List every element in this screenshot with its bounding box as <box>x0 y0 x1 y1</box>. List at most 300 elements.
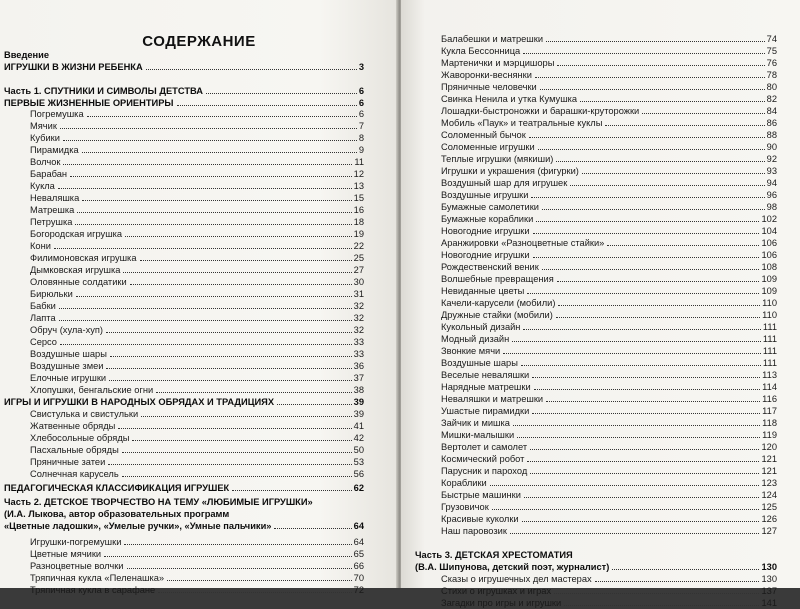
dot-leader <box>177 105 357 106</box>
left-toc-entry <box>30 156 364 168</box>
entry-title: Жаворонки-веснянки <box>441 70 532 80</box>
entry-page-number: 75 <box>766 46 777 56</box>
dot-leader <box>557 65 764 66</box>
entry-title: Быстрые машинки <box>441 490 521 500</box>
entry-title: ПЕРВЫЕ ЖИЗНЕННЫЕ ОРИЕНТИРЫ <box>4 98 174 108</box>
entry-title: Свинка Ненила и утка Кумушка <box>441 94 578 104</box>
entry-title: (И.А. Лыкова, автор образовательных программ <box>4 509 230 519</box>
entry-title: Веселые неваляшки <box>441 370 530 380</box>
entry-page-number: 130 <box>761 574 777 584</box>
left-toc-entry <box>30 204 364 216</box>
entry-page-number: 31 <box>353 289 364 299</box>
entry-page-number: 15 <box>353 193 364 203</box>
entry-title: Вертолет и самолет <box>441 442 528 452</box>
left-toc-entry <box>30 336 364 348</box>
entry-title: Оловянные солдатики <box>30 277 127 287</box>
dot-leader <box>492 509 760 510</box>
dot-leader <box>533 257 760 258</box>
entry-title: Солнечная карусель <box>30 469 119 479</box>
left-toc-entry <box>4 482 364 494</box>
entry-title: Качели-карусели (мобили) <box>441 298 556 308</box>
left-toc-entry <box>4 508 364 520</box>
left-toc-entry <box>30 192 364 204</box>
entry-page-number: 12 <box>353 169 364 179</box>
dot-leader <box>527 461 759 462</box>
entry-title: Часть 2. ДЕТСКОЕ ТВОРЧЕСТВО НА ТЕМУ «ЛЮБИМЫЕ ИГРУШКИ» <box>4 497 313 507</box>
entry-page-number: 53 <box>353 457 364 467</box>
left-toc-entry <box>30 548 364 560</box>
entry-page-number: 32 <box>353 301 364 311</box>
left-toc-entry <box>30 144 364 156</box>
right-toc-entry <box>441 129 777 141</box>
dot-leader <box>527 293 759 294</box>
left-toc-entry <box>30 180 364 192</box>
entry-page-number: 25 <box>353 253 364 263</box>
right-toc-entry <box>441 117 777 129</box>
entry-page-number: 108 <box>761 262 777 272</box>
entry-title: Пряничные человечки <box>441 82 537 92</box>
entry-page-number: 78 <box>766 70 777 80</box>
right-toc-entry <box>441 465 777 477</box>
entry-page-number: 92 <box>766 154 777 164</box>
dot-leader <box>76 296 352 297</box>
entry-title: Воздушный шар для игрушек <box>441 178 568 188</box>
right-toc-entry <box>441 441 777 453</box>
entry-title: Игрушки-погремушки <box>30 537 122 547</box>
entry-title: Космический робот <box>441 454 525 464</box>
entry-title: Кукла Бессонница <box>441 46 521 56</box>
entry-page-number: 80 <box>766 82 777 92</box>
entry-title: Филимоновская игрушка <box>30 253 137 263</box>
left-toc-entry <box>30 432 364 444</box>
dot-leader <box>118 428 351 429</box>
dot-leader <box>523 53 764 54</box>
entry-title: Рождественский веник <box>441 262 539 272</box>
entry-page-number: 41 <box>353 421 364 431</box>
left-toc-entry <box>30 536 364 548</box>
entry-page-number: 6 <box>358 109 364 119</box>
entry-page-number: 33 <box>353 349 364 359</box>
entry-title: Бабки <box>30 301 56 311</box>
entry-title: ИГРЫ И ИГРУШКИ В НАРОДНЫХ ОБРЯДАХ И ТРАДИЦИЯХ <box>4 397 275 407</box>
right-toc-entry <box>441 105 777 117</box>
entry-title: ПЕДАГОГИЧЕСКАЯ КЛАССИФИКАЦИЯ ИГРУШЕК <box>4 483 230 493</box>
entry-title: Кубики <box>30 133 60 143</box>
dot-leader <box>556 161 764 162</box>
entry-page-number: 106 <box>761 250 777 260</box>
entry-title: Петрушка <box>30 217 73 227</box>
right-toc-entry <box>441 141 777 153</box>
entry-title: Нарядные матрешки <box>441 382 531 392</box>
left-toc-entry <box>30 360 364 372</box>
left-toc-entry <box>30 372 364 384</box>
entry-title: «Цветные ладошки», «Умелые ручки», «Умные пальчики» <box>4 521 272 531</box>
left-toc-entry <box>30 216 364 228</box>
entry-title: Грузовичок <box>441 502 489 512</box>
right-toc-entry <box>441 405 777 417</box>
right-toc-entry <box>415 561 777 573</box>
dot-leader <box>517 437 760 438</box>
entry-title: Наш паровозик <box>441 526 507 536</box>
entry-title: Цветные мячики <box>30 549 102 559</box>
right-toc-entry <box>441 201 777 213</box>
entry-title: Мишки-малышки <box>441 430 515 440</box>
dot-leader <box>106 368 351 369</box>
dot-leader <box>612 569 759 570</box>
entry-title: Бумажные самолетики <box>441 202 539 212</box>
right-toc-entry <box>441 33 777 45</box>
dot-leader <box>132 440 351 441</box>
dot-leader <box>524 497 760 498</box>
dot-leader <box>531 197 764 198</box>
right-toc-entry <box>441 369 777 381</box>
dot-leader <box>642 113 764 114</box>
entry-page-number: 124 <box>761 490 777 500</box>
entry-page-number: 56 <box>353 469 364 479</box>
dot-leader <box>534 389 761 390</box>
entry-page-number: 109 <box>761 286 777 296</box>
right-toc-entry <box>441 237 777 249</box>
entry-page-number: 126 <box>761 514 777 524</box>
entry-title: Жатвенные обряды <box>30 421 116 431</box>
entry-title: Барабан <box>30 169 68 179</box>
right-toc-entry <box>441 309 777 321</box>
dot-leader <box>109 380 352 381</box>
dot-leader <box>542 269 760 270</box>
entry-title: Часть 1. СПУТНИКИ И СИМВОЛЫ ДЕТСТВА <box>4 86 203 96</box>
entry-title: Обруч (хула-хуп) <box>30 325 104 335</box>
dot-leader <box>82 200 351 201</box>
dot-leader <box>556 317 760 318</box>
entry-title: Хлебосольные обряды <box>30 433 130 443</box>
entry-title: Введение <box>4 50 50 60</box>
entry-title: Лапта <box>30 313 56 323</box>
dot-leader <box>110 356 352 357</box>
dot-leader <box>77 212 351 213</box>
entry-page-number: 6 <box>358 86 364 96</box>
entry-page-number: 90 <box>766 142 777 152</box>
entry-page-number: 121 <box>761 454 777 464</box>
dot-leader <box>536 221 759 222</box>
left-page <box>0 0 398 595</box>
entry-page-number: 64 <box>353 521 364 531</box>
right-toc-entry <box>441 489 777 501</box>
right-toc-entry <box>441 357 777 369</box>
dot-leader <box>570 185 764 186</box>
right-toc-entry <box>441 261 777 273</box>
dot-leader <box>510 533 760 534</box>
left-toc-entry <box>30 228 364 240</box>
entry-title: Елочные игрушки <box>30 373 107 383</box>
entry-title: Модный дизайн <box>441 334 510 344</box>
entry-page-number: 42 <box>353 433 364 443</box>
entry-title: Тряпичная кукла «Пеленашка» <box>30 573 165 583</box>
right-toc-entry <box>441 57 777 69</box>
entry-title: Воздушные шары <box>441 358 518 368</box>
entry-title: Кукольный дизайн <box>441 322 521 332</box>
entry-title: Часть 3. ДЕТСКАЯ ХРЕСТОМАТИЯ <box>415 550 573 560</box>
right-toc-entry <box>441 153 777 165</box>
right-toc-entry <box>441 345 777 357</box>
entry-title: Соломенный бычок <box>441 130 526 140</box>
entry-page-number: 94 <box>766 178 777 188</box>
left-toc-entry <box>30 312 364 324</box>
right-toc-entry <box>441 513 777 525</box>
entry-page-number: 120 <box>761 442 777 452</box>
right-toc-entry <box>441 417 777 429</box>
left-toc-entry <box>30 132 364 144</box>
dot-leader <box>108 464 351 465</box>
entry-page-number: 125 <box>761 502 777 512</box>
dot-leader <box>232 490 351 491</box>
entry-title: Новогодние игрушки <box>441 226 530 236</box>
dot-leader <box>60 128 357 129</box>
dot-leader <box>535 77 765 78</box>
dot-leader <box>595 581 760 582</box>
dot-leader <box>63 164 352 165</box>
entry-page-number: 39 <box>353 409 364 419</box>
dot-leader <box>206 93 357 94</box>
right-toc-entry <box>441 69 777 81</box>
entry-title: Разноцветные волчки <box>30 561 124 571</box>
entry-page-number: 16 <box>353 205 364 215</box>
entry-page-number: 109 <box>761 274 777 284</box>
entry-title: (В.А. Шипунова, детский поэт, журналист) <box>415 562 610 572</box>
right-toc-entry <box>441 81 777 93</box>
dot-leader <box>542 209 765 210</box>
dot-leader <box>503 353 761 354</box>
dot-leader <box>158 592 351 593</box>
entry-title: Игрушки и украшения (фигурки) <box>441 166 579 176</box>
entry-title: Неваляшка <box>30 193 80 203</box>
left-toc-entry <box>4 520 364 532</box>
entry-title: Бумажные кораблики <box>441 214 534 224</box>
entry-page-number: 3 <box>358 62 364 72</box>
entry-title: Кораблики <box>441 478 487 488</box>
dot-leader <box>59 320 352 321</box>
dot-leader <box>58 188 352 189</box>
dot-leader <box>87 116 357 117</box>
dot-leader <box>564 605 759 606</box>
right-toc-entry <box>441 477 777 489</box>
dot-leader <box>607 245 759 246</box>
entry-page-number: 141 <box>761 598 777 608</box>
dot-leader <box>54 248 352 249</box>
dot-leader <box>533 233 760 234</box>
entry-page-number: 7 <box>358 121 364 131</box>
left-toc-entry <box>30 300 364 312</box>
left-toc-entry <box>30 348 364 360</box>
entry-page-number: 9 <box>358 145 364 155</box>
entry-page-number: 86 <box>766 118 777 128</box>
entry-page-number: 127 <box>761 526 777 536</box>
right-toc-entry <box>441 585 777 597</box>
dot-leader <box>140 260 352 261</box>
entry-title: Неваляшки и матрешки <box>441 394 544 404</box>
entry-page-number: 74 <box>766 34 777 44</box>
left-toc-entry <box>30 468 364 480</box>
entry-title: Тряпичная кукла в сарафане <box>30 585 156 595</box>
entry-page-number: 6 <box>358 98 364 108</box>
dot-leader <box>104 556 352 557</box>
entry-title: Воздушные змеи <box>30 361 104 371</box>
dot-leader <box>82 152 357 153</box>
dot-leader <box>124 544 351 545</box>
entry-page-number: 114 <box>762 382 777 392</box>
right-toc-entry <box>441 249 777 261</box>
entry-title: Пасхальные обряды <box>30 445 119 455</box>
entry-page-number: 110 <box>762 310 777 320</box>
right-toc-entry <box>441 381 777 393</box>
dot-leader <box>130 284 352 285</box>
entry-title: ИГРУШКИ В ЖИЗНИ РЕБЕНКА <box>4 62 143 72</box>
entry-title: Воздушные шары <box>30 349 107 359</box>
dot-leader <box>59 308 352 309</box>
entry-page-number: 137 <box>761 586 777 596</box>
dot-leader <box>146 69 357 70</box>
dot-leader <box>122 476 352 477</box>
right-toc-entry <box>441 225 777 237</box>
entry-page-number: 19 <box>353 229 364 239</box>
left-toc-entry <box>30 560 364 572</box>
entry-title: Новогодние игрушки <box>441 250 530 260</box>
entry-page-number: 113 <box>762 370 777 380</box>
entry-page-number: 72 <box>353 585 364 595</box>
entry-page-number: 123 <box>761 478 777 488</box>
entry-page-number: 93 <box>766 166 777 176</box>
entry-title: Пряничные затеи <box>30 457 106 467</box>
entry-page-number: 116 <box>762 394 777 404</box>
entry-title: Теплые игрушки (мякиши) <box>441 154 554 164</box>
entry-title: Дымковская игрушка <box>30 265 121 275</box>
entry-page-number: 32 <box>353 313 364 323</box>
entry-page-number: 38 <box>353 385 364 395</box>
left-toc-entry <box>30 384 364 396</box>
entry-page-number: 30 <box>353 277 364 287</box>
entry-title: Волчок <box>30 157 61 167</box>
left-toc-entry <box>30 252 364 264</box>
left-toc-entry <box>30 584 364 596</box>
entry-page-number: 33 <box>353 337 364 347</box>
right-toc-entry <box>441 45 777 57</box>
entry-page-number: 76 <box>766 58 777 68</box>
entry-title: Бирюльки <box>30 289 73 299</box>
dot-leader <box>521 365 761 366</box>
left-toc-entry <box>30 120 364 132</box>
entry-page-number: 13 <box>353 181 364 191</box>
dot-leader <box>532 377 760 378</box>
left-toc-entry <box>30 324 364 336</box>
right-page <box>401 0 800 608</box>
right-toc-entry <box>441 453 777 465</box>
right-toc-entry <box>441 393 777 405</box>
entry-title: Парусник и пароход <box>441 466 528 476</box>
entry-title: Богородская игрушка <box>30 229 123 239</box>
left-toc-entry <box>30 456 364 468</box>
left-toc-entry <box>30 420 364 432</box>
dot-leader <box>512 341 761 342</box>
left-toc-entry <box>4 49 364 61</box>
entry-title: Аранжировки «Разноцветные стайки» <box>441 238 605 248</box>
dot-leader <box>106 332 352 333</box>
entry-page-number: 111 <box>762 358 777 368</box>
dot-leader <box>122 452 352 453</box>
contents-heading: СОДЕРЖАНИЕ <box>142 33 256 50</box>
dot-leader <box>75 224 351 225</box>
left-toc-entry <box>4 496 364 508</box>
entry-page-number: 121 <box>761 466 777 476</box>
dot-leader <box>540 89 765 90</box>
dot-leader <box>127 568 352 569</box>
entry-page-number: 66 <box>353 561 364 571</box>
entry-page-number: 70 <box>353 573 364 583</box>
dot-leader <box>546 41 765 42</box>
dot-leader <box>513 425 760 426</box>
right-toc-entry <box>441 93 777 105</box>
entry-page-number: 39 <box>353 397 364 407</box>
entry-page-number: 22 <box>353 241 364 251</box>
left-toc-entry <box>30 108 364 120</box>
left-toc-entry <box>4 61 364 73</box>
entry-page-number: 36 <box>353 361 364 371</box>
right-toc-entry <box>441 525 777 537</box>
dot-leader <box>522 521 760 522</box>
right-toc-entry <box>441 213 777 225</box>
dot-leader <box>156 392 351 393</box>
entry-page-number: 106 <box>761 238 777 248</box>
entry-title: Лошадки-быстроножки и барашки-круторожки <box>441 106 640 116</box>
entry-title: Мартенички и мэрцишоры <box>441 58 555 68</box>
left-toc-entry <box>30 572 364 584</box>
right-toc-entry <box>441 297 777 309</box>
dot-leader <box>141 416 352 417</box>
entry-page-number: 50 <box>353 445 364 455</box>
entry-page-number: 111 <box>762 322 777 332</box>
entry-page-number: 18 <box>353 217 364 227</box>
entry-title: Ушастые пирамидки <box>441 406 530 416</box>
entry-page-number: 111 <box>762 346 777 356</box>
right-toc-entry <box>441 333 777 345</box>
left-toc-entry <box>30 264 364 276</box>
entry-page-number: 65 <box>353 549 364 559</box>
entry-page-number: 27 <box>353 265 364 275</box>
entry-page-number: 130 <box>761 562 777 572</box>
right-toc-entry <box>441 273 777 285</box>
entry-title: Зайчик и мишка <box>441 418 510 428</box>
dot-leader <box>529 137 765 138</box>
entry-title: Погремушка <box>30 109 84 119</box>
left-toc-entry <box>30 288 364 300</box>
entry-title: Сказы о игрушечных дел мастерах <box>441 574 592 584</box>
right-toc-entry <box>441 165 777 177</box>
entry-title: Звонкие мячи <box>441 346 501 356</box>
dot-leader <box>490 485 760 486</box>
left-toc-entry <box>30 408 364 420</box>
right-toc-entry <box>441 321 777 333</box>
right-toc-entry <box>441 597 777 609</box>
entry-page-number: 37 <box>353 373 364 383</box>
dot-leader <box>60 344 352 345</box>
entry-page-number: 82 <box>766 94 777 104</box>
dot-leader <box>277 404 352 405</box>
entry-title: Дружные стайки (мобили) <box>441 310 553 320</box>
left-toc-entry <box>30 444 364 456</box>
right-toc-entry <box>441 501 777 513</box>
dot-leader <box>532 413 760 414</box>
entry-title: Кони <box>30 241 51 251</box>
entry-title: Волшебные превращения <box>441 274 554 284</box>
dot-leader <box>523 329 760 330</box>
